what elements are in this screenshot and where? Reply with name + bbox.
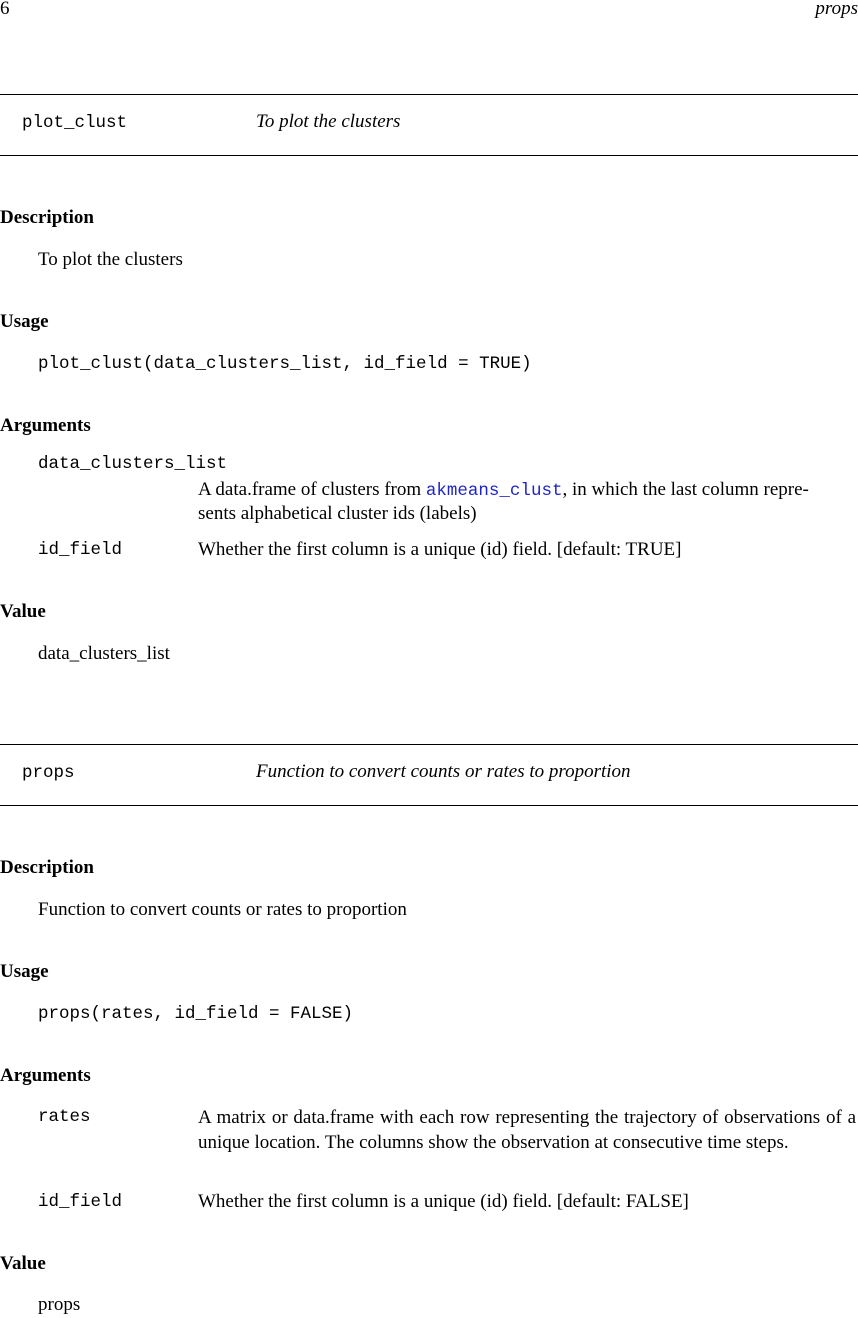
akmeans-clust-link[interactable]: akmeans_clust xyxy=(425,481,563,501)
argument-name: id_field xyxy=(38,540,123,560)
function-name: plot_clust xyxy=(22,113,128,133)
description-heading: Description xyxy=(0,207,94,228)
section-top-rule xyxy=(0,744,858,745)
argument-description: Whether the first column is a unique (id) field. [default: TRUE] xyxy=(198,539,682,560)
section-top-rule xyxy=(0,94,858,95)
section-bottom-rule xyxy=(0,155,858,156)
argument-description xyxy=(198,479,809,501)
function-title: Function to convert counts or rates to proportion xyxy=(256,761,631,782)
page-number: 6 xyxy=(0,0,10,19)
value-text: data_clusters_list xyxy=(38,643,170,664)
value-text: props xyxy=(38,1294,81,1315)
usage-heading: Usage xyxy=(0,311,49,332)
description-text: To plot the clusters xyxy=(38,249,183,270)
usage-code: props(rates, id_field = FALSE) xyxy=(38,1004,354,1024)
argument-description-text: A data.frame of clusters from xyxy=(198,479,426,500)
argument-description: A matrix or data.frame with each row representing the trajectory of observations of a unique location. The columns show the observation at consecutive time steps. xyxy=(198,1107,856,1153)
function-title: To plot the clusters xyxy=(256,111,401,132)
usage-heading: Usage xyxy=(0,961,49,982)
description-heading: Description xyxy=(0,857,94,878)
argument-description: Whether the first column is a unique (id) field. [default: FALSE] xyxy=(198,1191,689,1212)
argument-name: rates xyxy=(38,1107,91,1127)
argument-name: id_field xyxy=(38,1192,123,1212)
description-text: Function to convert counts or rates to proportion xyxy=(38,899,407,920)
value-heading: Value xyxy=(0,601,46,622)
function-name: props xyxy=(22,763,75,783)
argument-description-continued: sents alphabetical cluster ids (labels) xyxy=(198,503,477,524)
argument-name: data_clusters_list xyxy=(38,454,228,474)
running-title: props xyxy=(815,0,858,19)
value-heading: Value xyxy=(0,1253,46,1274)
argument-description-text: , in which the last column repre- xyxy=(562,479,809,500)
section-bottom-rule xyxy=(0,805,858,806)
arguments-heading: Arguments xyxy=(0,1065,91,1086)
usage-code: plot_clust(data_clusters_list, id_field = TRUE) xyxy=(38,354,532,374)
arguments-heading: Arguments xyxy=(0,415,91,436)
